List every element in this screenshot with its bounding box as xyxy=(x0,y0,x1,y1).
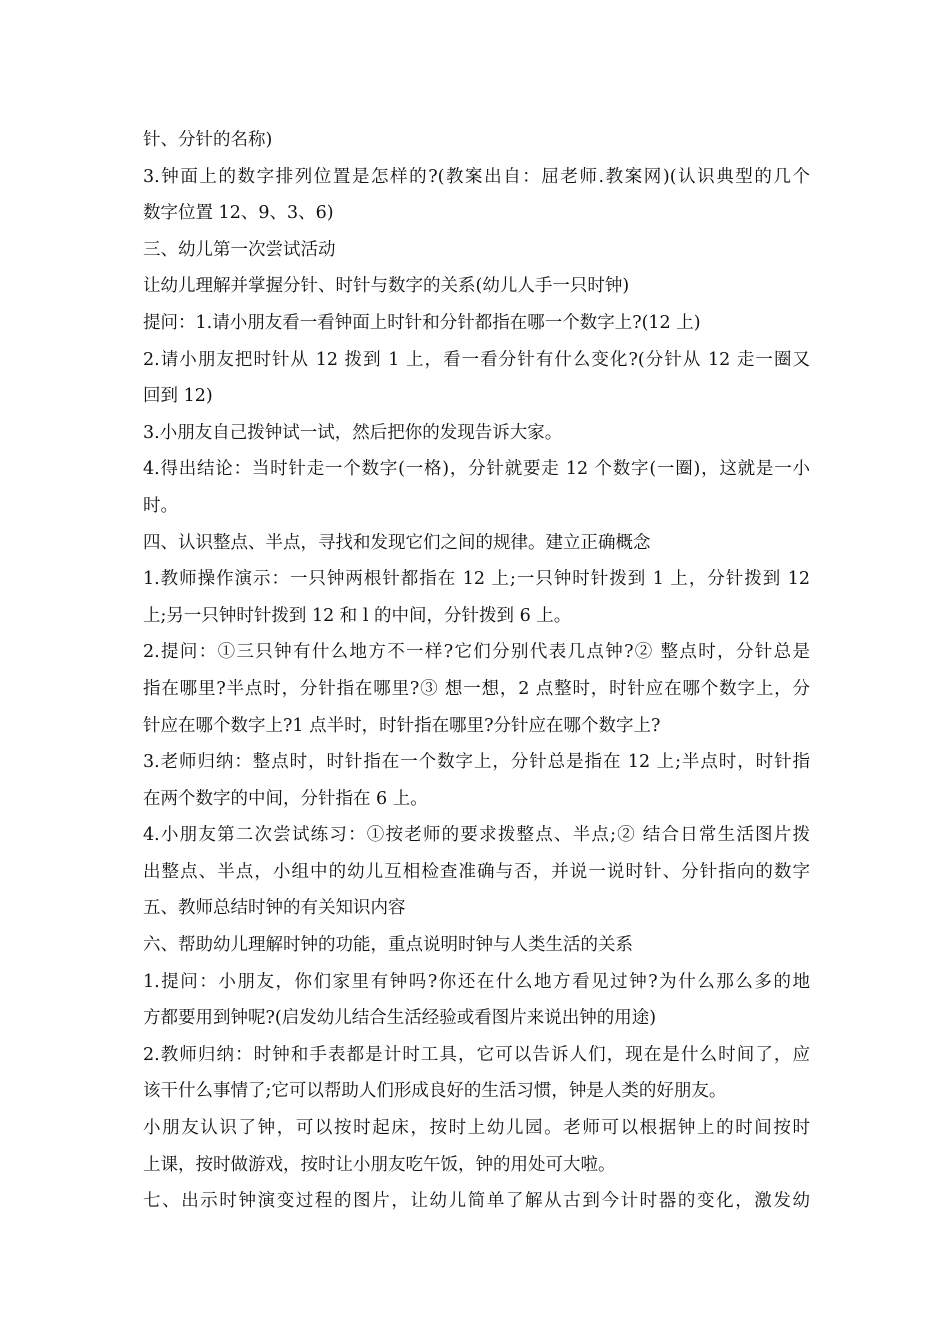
text-line: 1.提问：小朋友，你们家里有钟吗?你还在什么地方看见过钟?为什么那么多的地 xyxy=(143,971,810,992)
section-heading: 六、帮助幼儿理解时钟的功能，重点说明时钟与人类生活的关系 xyxy=(143,935,633,956)
text-line: 2.教师归纳：时钟和手表都是计时工具，它可以告诉人们，现在是什么时间了，应 xyxy=(143,1044,810,1065)
document-body xyxy=(143,122,810,1220)
text-line: 让幼儿理解并掌握分针、时针与数字的关系(幼儿人手一只时钟) xyxy=(143,276,630,297)
text-line: 在两个数字的中间，分针指在 6 上。 xyxy=(143,788,428,809)
text-line: 数字位置 12、9、3、6) xyxy=(143,203,334,224)
text-line: 回到 12) xyxy=(143,386,213,407)
text-line: 针应在哪个数字上?1 点半时，时针指在哪里?分针应在哪个数字上? xyxy=(143,715,661,736)
section-heading: 七、出示时钟演变过程的图片，让幼儿简单了解从古到今计时器的变化，激发幼 xyxy=(143,1191,810,1212)
text-line: 针、分针的名称) xyxy=(143,130,273,150)
text-line: 3.小朋友自己拨钟试一试，然后把你的发现告诉大家。 xyxy=(143,422,563,443)
text-line: 上;另一只钟时针拨到 12 和 l 的中间，分针拨到 6 上。 xyxy=(143,605,572,626)
text-line: 方都要用到钟呢?(启发幼儿结合生活经验或看图片来说出钟的用途) xyxy=(143,1008,657,1029)
text-line: 2.请小朋友把时针从 12 拨到 1 上，看一看分针有什么变化?(分针从 12 走一圈又 xyxy=(143,349,810,370)
text-line: 小朋友认识了钟，可以按时起床，按时上幼儿园。老师可以根据钟上的时间按时 xyxy=(143,1118,810,1139)
section-heading: 四、认识整点、半点，寻找和发现它们之间的规律。建立正确概念 xyxy=(143,532,651,553)
text-line: 3.老师归纳：整点时，时针指在一个数字上，分针总是指在 12 上;半点时，时针指 xyxy=(143,752,810,773)
text-line: 时。 xyxy=(143,495,178,516)
text-line: 该干什么事情了;它可以帮助人们形成良好的生活习惯，钟是人类的好朋友。 xyxy=(143,1081,727,1102)
section-heading: 五、教师总结时钟的有关知识内容 xyxy=(143,898,406,919)
text-line: 4.小朋友第二次尝试练习：①按老师的要求拨整点、半点;② 结合日常生活图片拨 xyxy=(143,825,810,846)
text-line: 指在哪里?半点时，分针指在哪里?③ 想一想，2 点整时，时针应在哪个数字上，分 xyxy=(143,678,810,699)
text-line: 2.提问：①三只钟有什么地方不一样?它们分别代表几点钟?② 整点时，分针总是 xyxy=(143,642,810,663)
section-heading: 三、幼儿第一次尝试活动 xyxy=(143,239,336,260)
text-line: 1.教师操作演示：一只钟两根针都指在 12 上;一只钟时针拨到 1 上，分针拨到 12 xyxy=(143,569,810,590)
text-line: 出整点、半点，小组中的幼儿互相检查准确与否，并说一说时针、分针指向的数字 xyxy=(143,861,810,882)
text-line: 提问：1.请小朋友看一看钟面上时针和分针都指在哪一个数字上?(12 上) xyxy=(143,312,701,333)
text-line: 上课，按时做游戏，按时让小朋友吃午饭，钟的用处可大啦。 xyxy=(143,1154,616,1175)
text-line: 3.钟面上的数字排列位置是怎样的?(教案出自：屈老师.教案网)(认识典型的几个 xyxy=(143,166,810,187)
text-line: 4.得出结论：当时针走一个数字(一格)，分针就要走 12 个数字(一圈)，这就是一小 xyxy=(143,459,810,480)
